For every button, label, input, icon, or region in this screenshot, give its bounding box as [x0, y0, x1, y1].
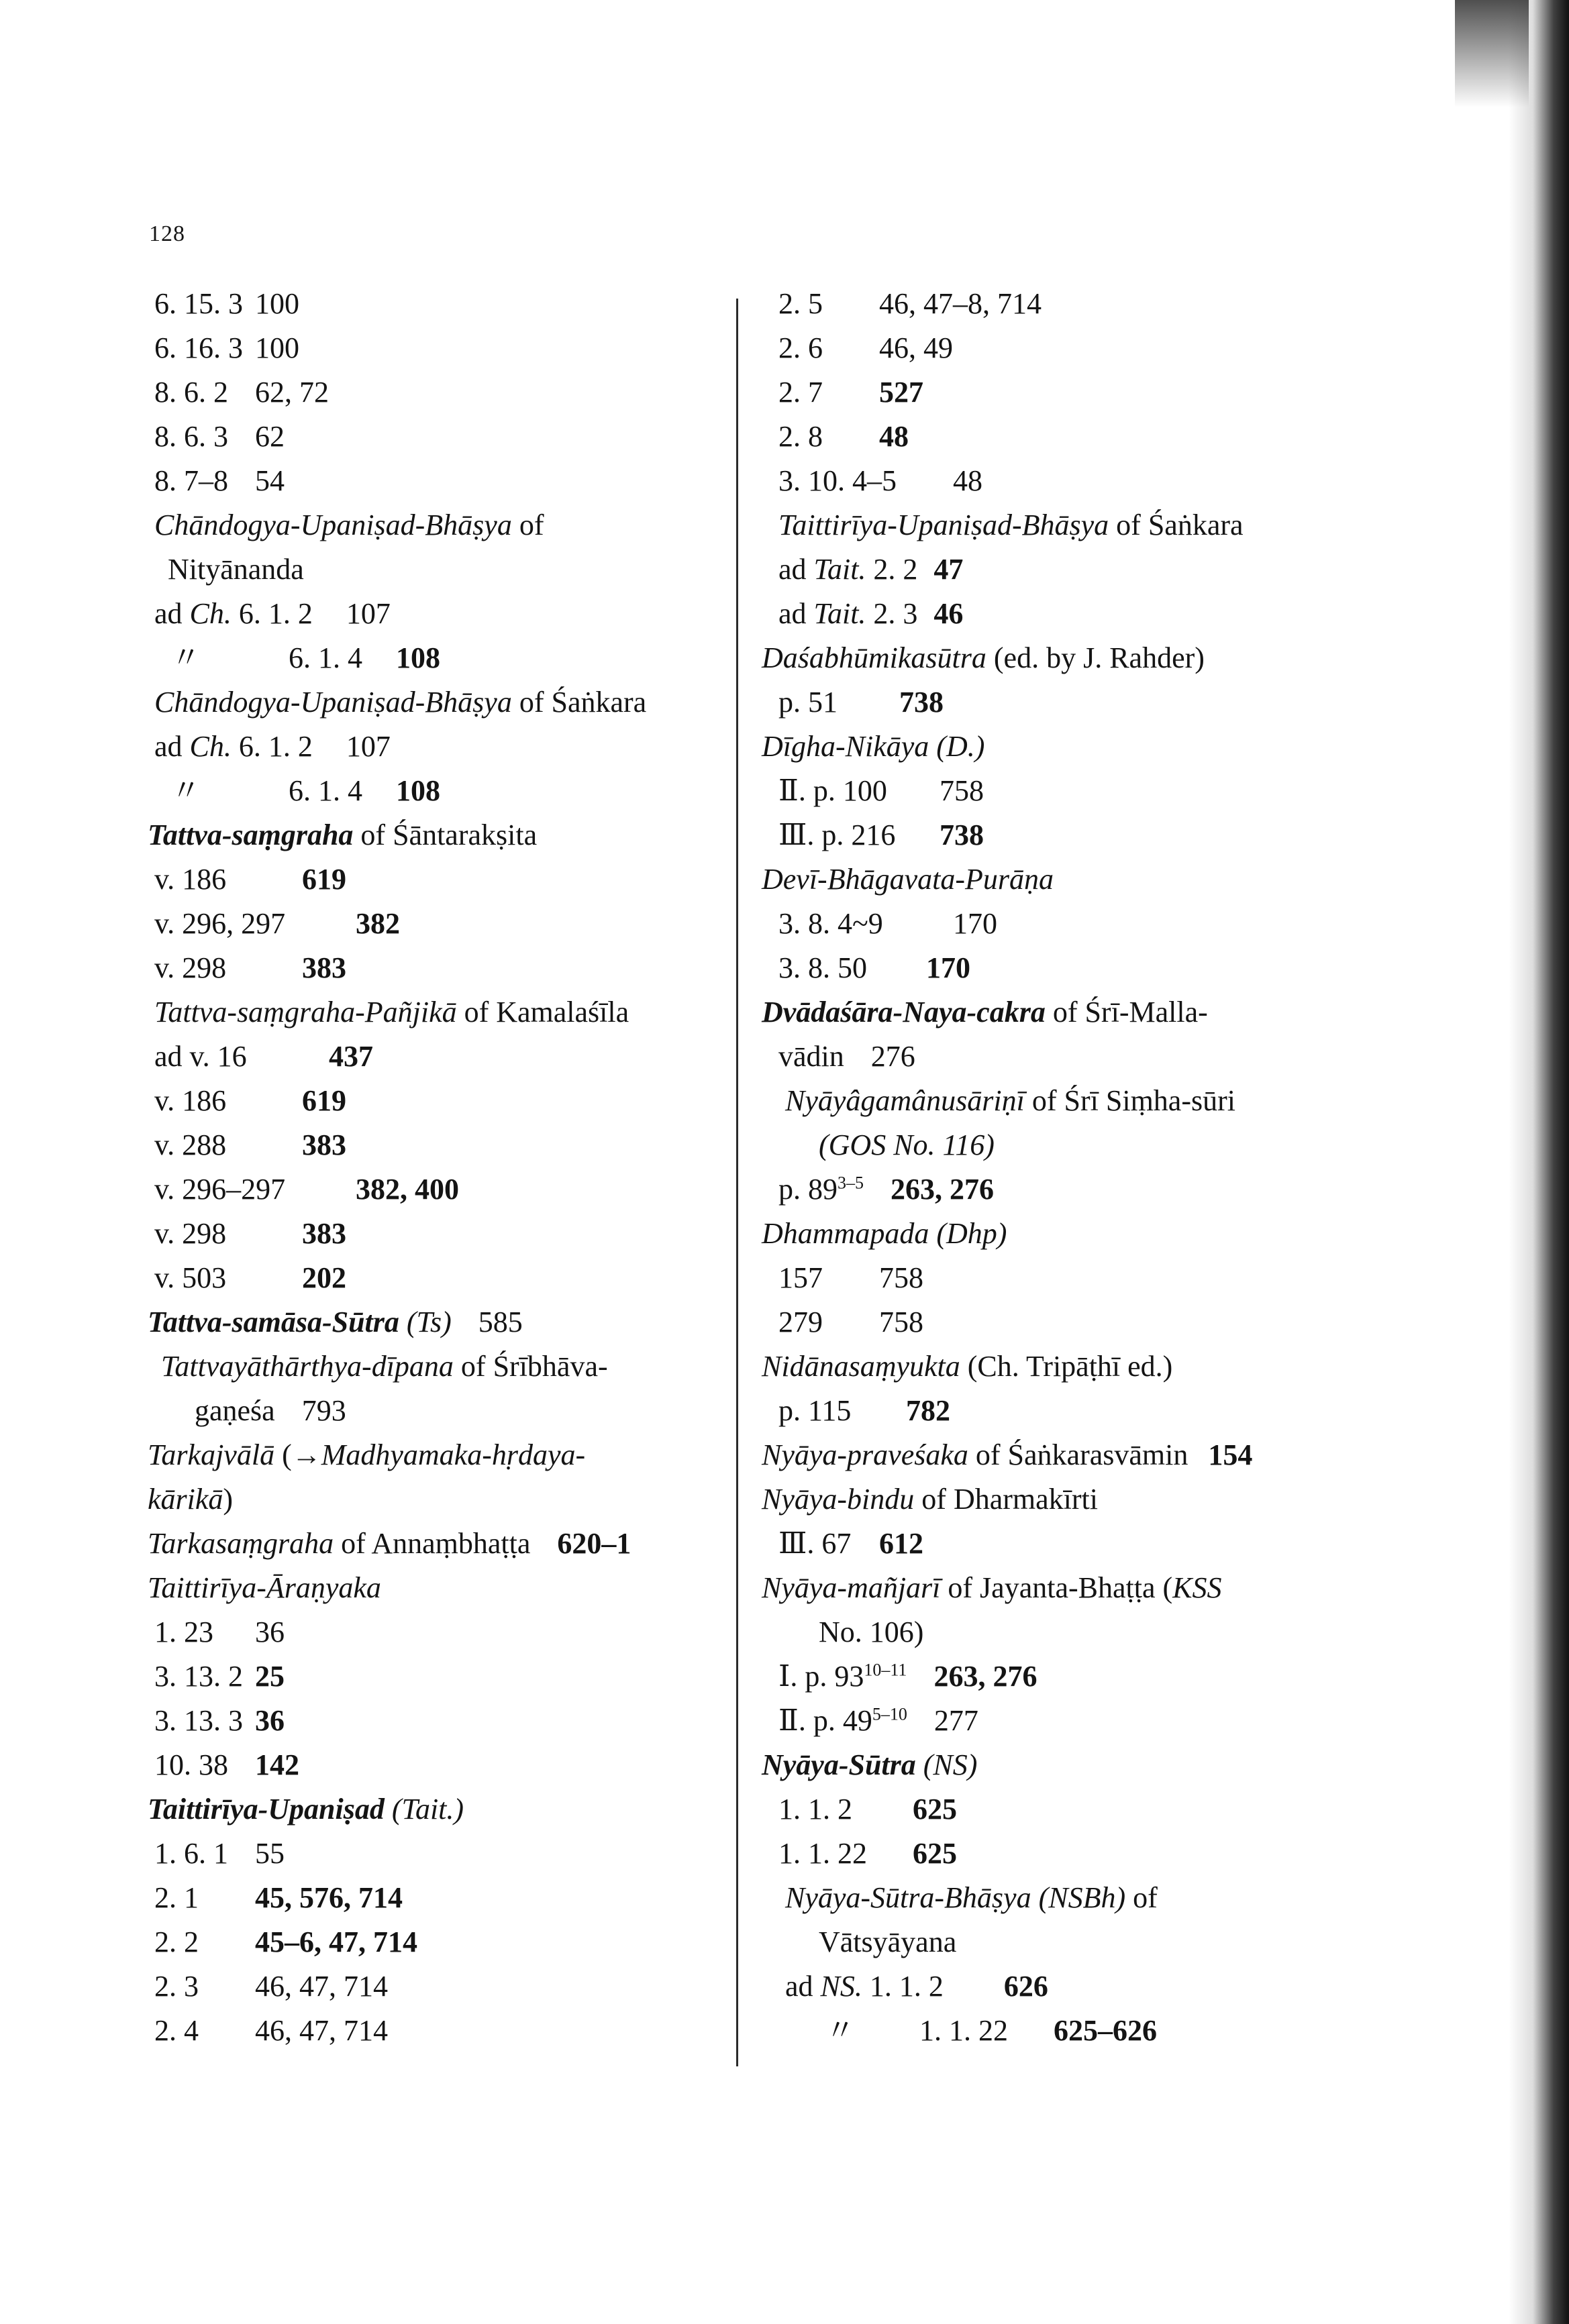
ditto-mark: 〃 [825, 2014, 855, 2047]
index-heading-cont: vādin 276 [778, 1040, 915, 1073]
ditto-mark: 〃 [171, 641, 201, 674]
index-heading: Nidānasaṃyukta (Ch. Tripāṭhī ed.) [762, 1350, 1173, 1383]
scan-corner-shadow [1455, 0, 1529, 107]
list-item: 1. 1. 2 625 [778, 1793, 957, 1826]
index-heading: Tattva-saṃgraha of Śāntarakṣita [148, 818, 538, 851]
index-heading: Nyāyâgamânusāriṇī of Śrī Siṃha-sūri [785, 1084, 1235, 1117]
index-heading: Daśabhūmikasūtra (ed. by J. Rahder) [762, 641, 1205, 674]
list-item: 2. 1 45, 576, 714 [154, 1881, 403, 1914]
index-heading: Dīgha-Nikāya (D.) [762, 730, 985, 763]
list-item: 2. 2 45–6, 47, 714 [154, 1925, 417, 1958]
index-heading: Dhammapada (Dhp) [762, 1217, 1007, 1250]
index-heading: Taittirīya-Upaniṣad (Tait.) [148, 1793, 464, 1826]
list-item: 2. 5 46, 47–8, 714 [778, 287, 1042, 320]
list-item: 2. 4 46, 47, 714 [154, 2014, 388, 2047]
index-heading: Devī-Bhāgavata-Purāṇa [762, 863, 1054, 896]
list-item: ad v. 16 437 [154, 1040, 373, 1073]
list-item: 3. 8. 4~9 170 [778, 907, 997, 940]
list-item: v. 288 383 [154, 1128, 346, 1161]
list-item: 10. 38 142 [154, 1748, 299, 1781]
list-item: p. 51 738 [778, 686, 944, 719]
index-heading: Nyāya-mañjarī of Jayanta-Bhaṭṭa (KSS [762, 1571, 1222, 1604]
list-item: ad NS. 1. 1. 2 626 [785, 1970, 1048, 2003]
index-heading: Chāndogya-Upaniṣad-Bhāṣya of [154, 509, 544, 541]
list-item: p. 89$^{3-5}$ 263, 276 [778, 1173, 994, 1206]
list-item: 157 758 [778, 1261, 923, 1294]
list-item: ad Ch. 6. 1. 2 107 [154, 730, 391, 763]
list-item: v. 296–297 382, 400 [154, 1173, 459, 1206]
list-item: Ⅲ. 67 612 [778, 1527, 923, 1560]
list-item: 1. 1. 22 625 [778, 1837, 957, 1870]
index-heading-cont: Nityānanda [168, 553, 304, 586]
list-item: p. 115 782 [778, 1394, 950, 1427]
ditto-mark: 〃 [171, 774, 201, 807]
index-heading: Nyāya-bindu of Dharmakīrti [762, 1483, 1098, 1516]
list-item: Ⅱ. p. 100 758 [778, 774, 984, 807]
list-item: 3. 13. 3 36 [154, 1704, 285, 1737]
list-item: v. 186 619 [154, 863, 346, 896]
list-item: 〃 6. 1. 4 108 [154, 769, 440, 813]
list-item: ad Ch. 6. 1. 2 107 [154, 597, 391, 630]
list-item: 3. 8. 50 170 [778, 951, 970, 984]
list-item: 3. 10. 4–5 48 [778, 464, 982, 497]
list-item: 〃 1. 1. 22 625–626 [778, 2009, 1157, 2053]
index-heading: Taittirīya-Āraṇyaka [148, 1571, 381, 1604]
list-item: 279 758 [778, 1306, 923, 1338]
list-item: 〃 6. 1. 4 108 [154, 636, 440, 680]
list-item: Ⅰ. p. 93$^{10-11}$ 263, 276 [778, 1660, 1037, 1693]
list-item: 6. 16. 3 100 [154, 331, 299, 364]
list-item: v. 298 383 [154, 1217, 346, 1250]
list-item: ad Tait. 2. 3 46 [778, 597, 964, 630]
list-item: 2. 3 46, 47, 714 [154, 1970, 388, 2003]
scan-edge-shadow [1509, 0, 1569, 2324]
list-item: v. 503 202 [154, 1261, 346, 1294]
list-item: 2. 6 46, 49 [778, 331, 953, 364]
index-heading: Tattva-samāsa-Sūtra (Ts) 585 [148, 1306, 523, 1338]
list-item: 1. 23 36 [154, 1616, 285, 1648]
index-heading: Tattvayāthārthya-dīpana of Śrībhāva- [161, 1350, 608, 1383]
list-item: 8. 6. 2 62, 72 [154, 376, 329, 409]
page-number: 128 [149, 221, 185, 246]
index-heading-cont: kārikā) [148, 1483, 234, 1516]
index-heading-cont: No. 106) [819, 1616, 924, 1648]
index-heading-cont: (GOS No. 116) [819, 1128, 995, 1161]
index-heading-cont: gaṇeśa 793 [195, 1394, 346, 1427]
list-item: Ⅲ. p. 216 738 [778, 818, 984, 851]
index-heading-cont: Vātsyāyana [819, 1925, 957, 1958]
index-heading: Nyāya-Sūtra-Bhāṣya (NSBh) of [785, 1881, 1158, 1914]
index-heading: Nyāya-Sūtra (NS) [762, 1748, 978, 1781]
index-heading: Tattva-saṃgraha-Pañjikā of Kamalaśīla [154, 996, 629, 1028]
list-item: 2. 7 527 [778, 376, 923, 409]
index-heading: Nyāya-praveśaka of Śaṅkarasvāmin 154 [762, 1438, 1253, 1471]
list-item: v. 186 619 [154, 1084, 346, 1117]
list-item: 8. 6. 3 62 [154, 420, 285, 453]
list-item: v. 298 383 [154, 951, 346, 984]
index-heading: Dvādaśāra-Naya-cakra of Śrī-Malla- [762, 996, 1208, 1028]
index-heading: Tarkajvālā (→Madhyamaka-hṛdaya- [148, 1438, 586, 1471]
index-heading: Chāndogya-Upaniṣad-Bhāṣya of Śaṅkara [154, 686, 647, 719]
list-item: Ⅱ. p. 49$^{5-10}$ 277 [778, 1704, 978, 1737]
column-divider [736, 299, 738, 2066]
index-heading: Tarkasaṃgraha of Annaṃbhaṭṭa 620–1 [148, 1527, 631, 1560]
list-item: 6. 15. 3 100 [154, 287, 299, 320]
list-item: 2. 8 48 [778, 420, 909, 453]
list-item: 8. 7–8 54 [154, 464, 285, 497]
index-heading: Taittirīya-Upaniṣad-Bhāṣya of Śaṅkara [778, 509, 1244, 541]
list-item: v. 296, 297 382 [154, 907, 400, 940]
list-item: ad Tait. 2. 2 47 [778, 553, 964, 586]
list-item: 1. 6. 1 55 [154, 1837, 285, 1870]
list-item: 3. 13. 2 25 [154, 1660, 285, 1693]
